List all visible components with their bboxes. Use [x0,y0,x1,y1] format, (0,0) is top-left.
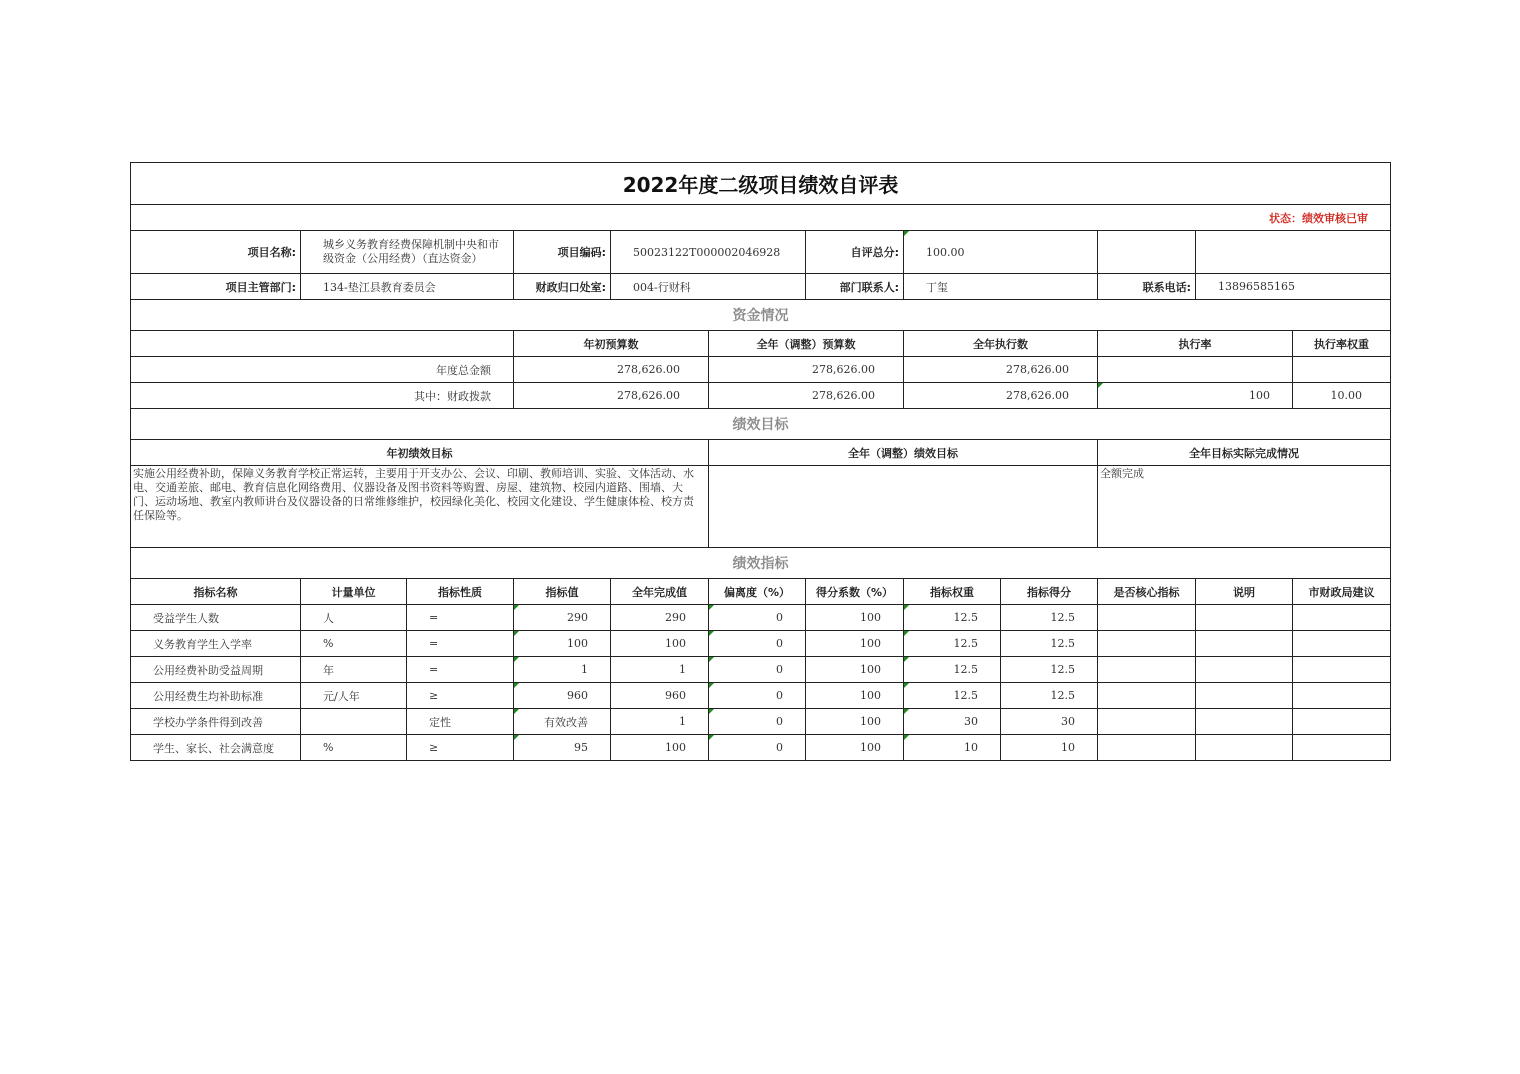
indicator-note [1196,605,1293,631]
indicator-value: 95 [514,735,611,761]
indicator-done: 100 [611,631,709,657]
funds-header: 执行率 [1098,331,1293,357]
funds-weight [1293,357,1391,383]
contact-value: 丁玺 [904,274,1098,300]
indicator-unit: 元/人年 [301,683,407,709]
indicator-row [131,631,1391,657]
funds-header: 全年（调整）预算数 [709,331,904,357]
indicator-score: 12.5 [1001,605,1098,631]
indicator-row [131,683,1391,709]
indicator-unit: 年 [301,657,407,683]
indicator-name: 公用经费生均补助标准 [131,683,301,709]
indicator-deviation: 0 [709,735,806,761]
indicator-header: 指标值 [514,579,611,605]
project-code-value: 50023122T000002046928 [611,231,806,274]
indicator-suggestion [1293,709,1391,735]
indicator-core-flag [1098,709,1196,735]
indicator-score: 12.5 [1001,683,1098,709]
indicator-row [131,605,1391,631]
indicator-note [1196,735,1293,761]
status-label: 状态：绩效审核已审 [131,205,1391,231]
indicator-weight: 12.5 [904,631,1001,657]
indicator-row [131,657,1391,683]
finance-office-value: 004-行财科 [611,274,806,300]
indicator-core-flag [1098,683,1196,709]
indicators-header-row [131,579,1391,605]
phone-value: 13896585165 [1196,274,1391,300]
indicator-weight: 30 [904,709,1001,735]
indicator-core-flag [1098,605,1196,631]
funds-header: 全年执行数 [904,331,1098,357]
indicators-section-title: 绩效指标 [131,548,1391,579]
indicator-suggestion [1293,605,1391,631]
indicator-nature: = [407,631,514,657]
indicator-header: 全年完成值 [611,579,709,605]
indicator-suggestion [1293,683,1391,709]
indicator-done: 100 [611,735,709,761]
total-score-label: 自评总分: [806,231,904,274]
indicator-score: 12.5 [1001,657,1098,683]
phone-label: 联系电话: [1098,274,1196,300]
indicator-header: 得分系数（%） [806,579,904,605]
total-score-value: 100.00 [904,231,1098,274]
dept-value: 134-垫江县教育委员会 [301,274,514,300]
empty-cell [1098,231,1196,274]
project-name-label: 项目名称: [131,231,301,274]
funds-row-label: 其中：财政拨款 [131,383,514,409]
indicator-header: 是否核心指标 [1098,579,1196,605]
indicator-coefficient: 100 [806,657,904,683]
project-name-value: 城乡义务教育经费保障机制中央和市级资金（公用经费）（直达资金） [301,231,514,274]
funds-row [131,357,1391,383]
goals-header: 全年（调整）绩效目标 [709,440,1098,466]
indicator-value: 100 [514,631,611,657]
indicator-deviation: 0 [709,605,806,631]
funds-budget: 278,626.00 [514,357,709,383]
indicators-body [131,605,1391,761]
goals-actual-text: 全额完成 [1098,466,1391,548]
evaluation-sheet [130,162,1390,761]
indicator-header: 说明 [1196,579,1293,605]
indicator-nature: ≥ [407,735,514,761]
indicator-coefficient: 100 [806,735,904,761]
funds-rate [1098,357,1293,383]
indicator-deviation: 0 [709,683,806,709]
indicator-coefficient: 100 [806,683,904,709]
indicator-core-flag [1098,631,1196,657]
funds-header: 年初预算数 [514,331,709,357]
project-code-label: 项目编码: [514,231,611,274]
funds-adjusted: 278,626.00 [709,357,904,383]
indicator-note [1196,631,1293,657]
contact-label: 部门联系人: [806,274,904,300]
indicator-header: 指标权重 [904,579,1001,605]
indicator-value: 有效改善 [514,709,611,735]
indicator-header: 计量单位 [301,579,407,605]
funds-row-label: 年度总金额 [131,357,514,383]
indicator-row [131,735,1391,761]
funds-budget: 278,626.00 [514,383,709,409]
indicator-note [1196,683,1293,709]
indicator-unit: % [301,631,407,657]
funds-row [131,383,1391,409]
indicator-row [131,709,1391,735]
indicator-core-flag [1098,657,1196,683]
indicator-core-flag [1098,735,1196,761]
indicator-nature: ≥ [407,683,514,709]
funds-executed: 278,626.00 [904,383,1098,409]
indicator-coefficient: 100 [806,631,904,657]
indicator-name: 学校办学条件得到改善 [131,709,301,735]
indicator-deviation: 0 [709,657,806,683]
goals-initial-text: 实施公用经费补助，保障义务教育学校正常运转，主要用于开支办公、会议、印刷、教师培训、实验、文体活动、水电、交通差旅、邮电、教育信息化网络费用、仪器设备及图书资料等购置、房屋、建筑物、校园内道路、围墙、大门、运动场地、教室内教师讲台及仪器设备的日常维修维护，校园绿化美化、校园文化建设、学生健康体检、校方责任保险等。 [131,466,709,548]
indicator-unit [301,709,407,735]
indicator-weight: 12.5 [904,657,1001,683]
goals-header: 年初绩效目标 [131,440,709,466]
goals-section-title: 绩效目标 [131,409,1391,440]
indicator-coefficient: 100 [806,709,904,735]
funds-weight: 10.00 [1293,383,1391,409]
indicator-done: 1 [611,657,709,683]
indicator-score: 10 [1001,735,1098,761]
indicator-value: 1 [514,657,611,683]
indicator-suggestion [1293,631,1391,657]
finance-office-label: 财政归口处室: [514,274,611,300]
indicator-score: 30 [1001,709,1098,735]
indicator-value: 290 [514,605,611,631]
funds-adjusted: 278,626.00 [709,383,904,409]
indicator-weight: 12.5 [904,683,1001,709]
indicator-note [1196,657,1293,683]
indicator-coefficient: 100 [806,605,904,631]
indicator-weight: 12.5 [904,605,1001,631]
goals-header: 全年目标实际完成情况 [1098,440,1391,466]
indicator-name: 义务教育学生入学率 [131,631,301,657]
indicator-done: 290 [611,605,709,631]
funds-executed: 278,626.00 [904,357,1098,383]
indicator-score: 12.5 [1001,631,1098,657]
evaluation-table [130,162,1391,761]
indicator-done: 1 [611,709,709,735]
indicator-value: 960 [514,683,611,709]
indicator-header: 指标性质 [407,579,514,605]
page-title: 2022年度二级项目绩效自评表 [131,163,1391,205]
indicator-unit: % [301,735,407,761]
indicator-header: 偏离度（%） [709,579,806,605]
empty-cell [1196,231,1391,274]
indicator-done: 960 [611,683,709,709]
indicator-name: 学生、家长、社会满意度 [131,735,301,761]
indicator-weight: 10 [904,735,1001,761]
dept-label: 项目主管部门: [131,274,301,300]
indicator-nature: = [407,657,514,683]
indicator-suggestion [1293,657,1391,683]
indicator-header: 市财政局建议 [1293,579,1391,605]
goals-adjusted-text [709,466,1098,548]
funds-rate: 100 [1098,383,1293,409]
indicator-deviation: 0 [709,631,806,657]
indicator-suggestion [1293,735,1391,761]
indicator-note [1196,709,1293,735]
empty-cell [131,331,514,357]
funds-header: 执行率权重 [1293,331,1391,357]
indicator-name: 受益学生人数 [131,605,301,631]
indicator-header: 指标名称 [131,579,301,605]
indicator-name: 公用经费补助受益周期 [131,657,301,683]
indicator-deviation: 0 [709,709,806,735]
indicator-nature: 定性 [407,709,514,735]
indicator-unit: 人 [301,605,407,631]
indicator-header: 指标得分 [1001,579,1098,605]
funds-section-title: 资金情况 [131,300,1391,331]
indicator-nature: = [407,605,514,631]
